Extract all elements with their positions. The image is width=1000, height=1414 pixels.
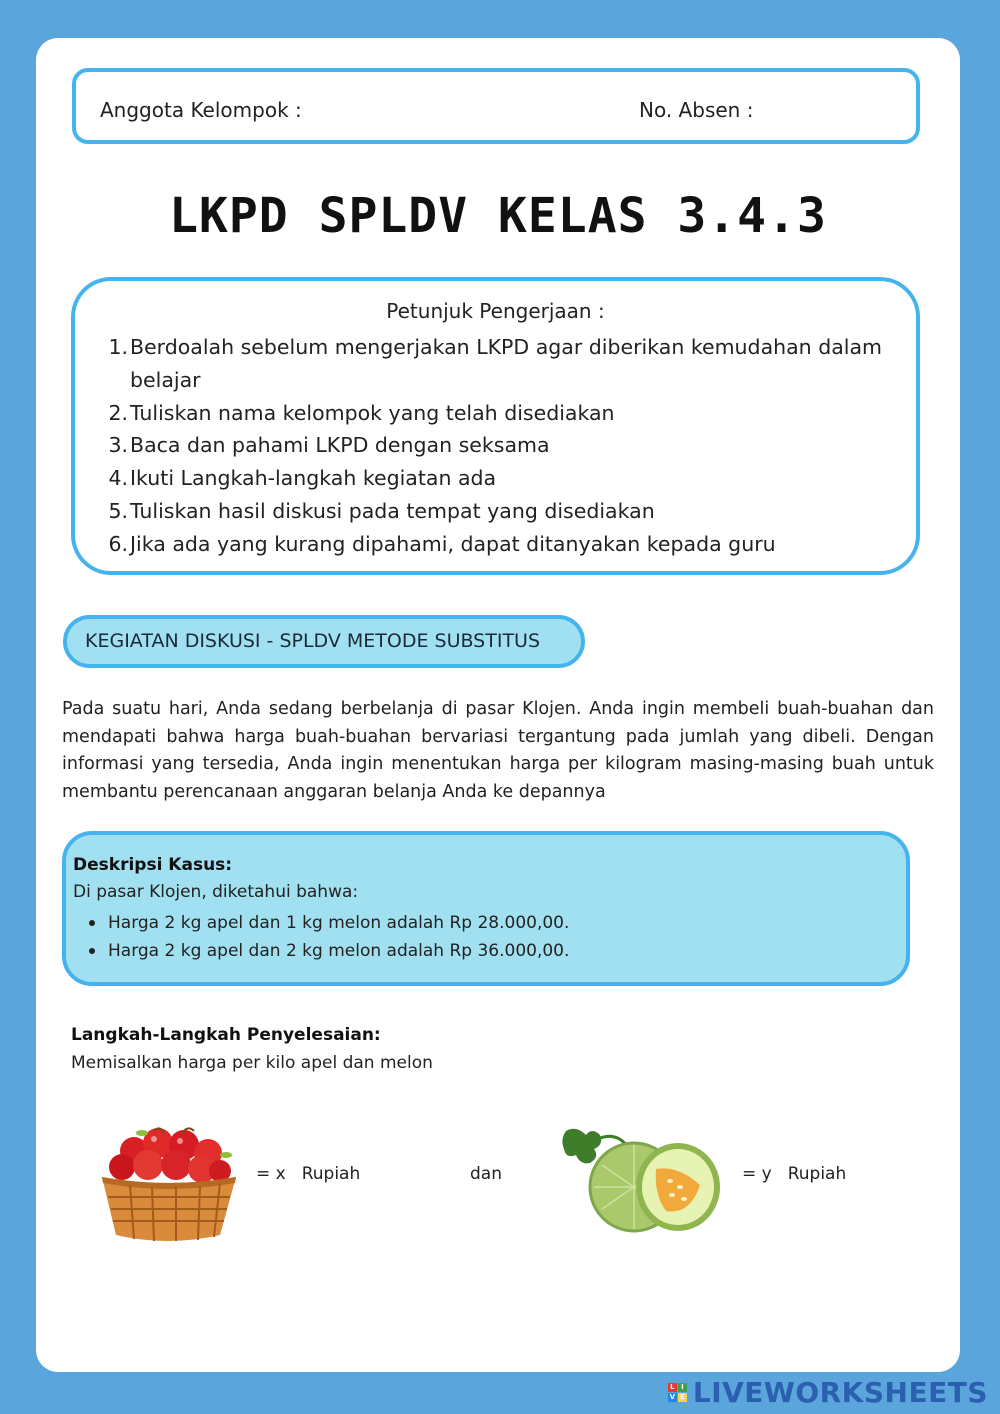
- melon-icon: [558, 1125, 726, 1235]
- instruction-item: 5. Tuliskan hasil diskusi pada tempat yang disediakan: [108, 498, 655, 523]
- case-intro: Di pasar Klojen, diketahui bahwa:: [73, 882, 359, 902]
- connector-word: dan: [470, 1164, 502, 1184]
- case-list: [86, 909, 569, 965]
- instructions-box: [71, 277, 920, 575]
- instruction-item: 4. Ikuti Langkah-langkah kegiatan ada: [108, 466, 497, 491]
- live-badge-icon: L I V E: [668, 1383, 687, 1402]
- apple-variable: = x Rupiah: [256, 1164, 361, 1184]
- apple-basket-icon: [96, 1123, 240, 1245]
- steps-title: Langkah-Langkah Penyelesaian:: [71, 1025, 381, 1045]
- instruction-item: 1. Berdoalah sebelum mengerjakan LKPD agar diberikan kemudahan dalam belajar: [108, 335, 882, 392]
- melon-variable: = y Rupiah: [742, 1164, 847, 1184]
- steps-text: Memisalkan harga per kilo apel dan melon: [71, 1053, 433, 1073]
- instruction-item: 6. Jika ada yang kurang dipahami, dapat ditanyakan kepada guru: [108, 531, 776, 556]
- instruction-item: 2. Tuliskan nama kelompok yang telah disediakan: [108, 400, 615, 425]
- story-paragraph: Pada suatu hari, Anda sedang berbelanja di pasar Klojen. Anda ingin membeli buah-buahan dan mendapati bahwa harga buah-buahan bervariasi tergantung pada jumlah yang dibeli. Dengan informasi yang tersedia, Anda ingin menentukan harga per kilogram masing-masing buah untuk membantu perencanaan anggaran belanja Anda ke depannya: [62, 699, 934, 802]
- case-item: Harga 2 kg apel dan 1 kg melon adalah Rp 28.000,00.: [86, 909, 569, 937]
- instructions-heading: Petunjuk Pengerjaan :: [386, 299, 605, 323]
- attendance-number-label: No. Absen :: [639, 98, 754, 122]
- brand-name: LIVEWORKSHEETS: [692, 1375, 988, 1409]
- case-item: Harga 2 kg apel dan 2 kg melon adalah Rp 36.000,00.: [86, 937, 569, 965]
- case-description-box: [62, 831, 910, 986]
- group-info-box: [72, 68, 920, 144]
- page-title: LKPD SPLDV KELAS 3.4.3: [169, 188, 827, 244]
- activity-heading-badge: KEGIATAN DISKUSI - SPLDV METODE SUBSTITUS: [63, 615, 585, 668]
- worksheet-page: [36, 38, 960, 1372]
- instructions-list: [103, 331, 883, 561]
- group-members-label: Anggota Kelompok :: [100, 98, 302, 122]
- liveworksheets-logo: [668, 1376, 988, 1408]
- instruction-item: 3. Baca dan pahami LKPD dengan seksama: [108, 433, 550, 458]
- case-title: Deskripsi Kasus:: [73, 855, 233, 875]
